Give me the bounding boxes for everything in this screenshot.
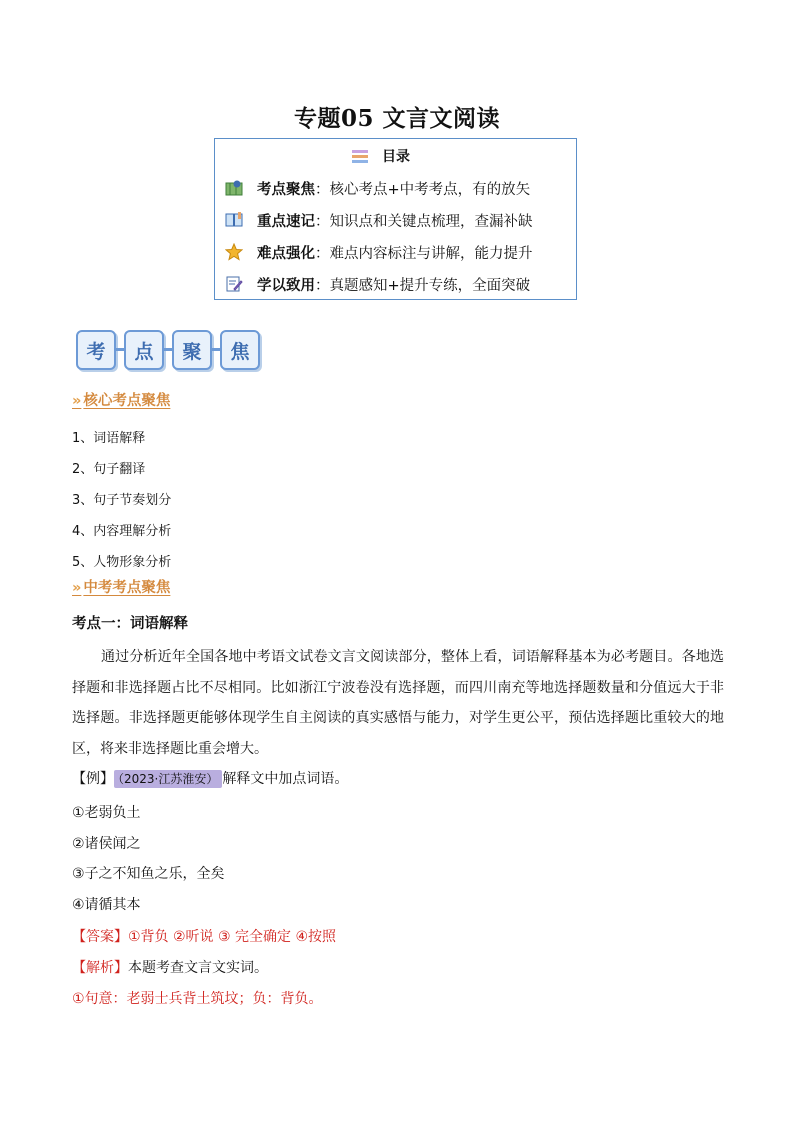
table-of-contents (214, 138, 577, 300)
analysis-line (72, 957, 268, 977)
example-item: ②诸侯闻之 (72, 836, 141, 852)
badge-tile: 聚 (172, 330, 212, 370)
badge-tile: 考 (76, 330, 116, 370)
example-prompt: 解释文中加点词语。 (222, 771, 349, 787)
point-heading: 考点一：词语解释 (72, 616, 188, 632)
toc-heading (352, 145, 410, 167)
answer-text: ①背负 ②听说 ③ 完全确定 ④按照 (128, 929, 337, 945)
badge-connector (212, 348, 220, 351)
badge-connector (116, 348, 124, 351)
toc-heading-text: 目录 (382, 149, 410, 165)
example-open: 【例】 (72, 771, 114, 787)
list-item: 4、内容理解分析 (72, 524, 172, 539)
toc-text: ：难点内容标注与讲解，能力提升 (315, 245, 533, 262)
example-item: ④请循其本 (72, 897, 141, 913)
list-item: 1、词语解释 (72, 431, 146, 446)
list-item: 2、句子翻译 (72, 462, 146, 477)
answer-label: 【答案】 (72, 929, 128, 945)
example-item: ①老弱负土 (72, 805, 141, 821)
toc-row-zhongdian (225, 207, 533, 233)
toc-row-kaodian (225, 175, 530, 201)
toc-row-xueyi (225, 271, 530, 297)
section-core-heading (72, 389, 170, 410)
analysis-text: 本题考查文言文实词。 (128, 960, 268, 976)
badge-connector (164, 348, 172, 351)
toc-key: 学以致用 (257, 277, 315, 294)
section-label: 核心考点聚焦 (83, 393, 171, 409)
map-icon (225, 179, 243, 197)
section-label: 中考考点聚焦 (83, 580, 171, 596)
list-icon (352, 148, 368, 165)
toc-text: ：核心考点+中考考点，有的放矢 (315, 181, 531, 198)
list-item: 5、人物形象分析 (72, 555, 172, 570)
badge-tile: 焦 (220, 330, 260, 370)
badge-tile: 点 (124, 330, 164, 370)
toc-key: 考点聚焦 (257, 181, 315, 198)
toc-key: 难点强化 (257, 245, 315, 262)
double-chevron-icon: » (72, 580, 82, 596)
point-paragraph: 通过分析近年全国各地中考语文试卷文言文阅读部分，整体上看，词语解释基本为必考题目。各地选择题和非选择题占比不尽相同。比如浙江宁波卷没有选择题，而四川南充等地选择题数量和分值远大于非选择题。非选择题更能够体现学生自主阅读的真实感悟与能力，对学生更公平，预估选择题比重较大的地区，将来非选择题比重会增大。 (72, 649, 724, 757)
toc-row-nandian (225, 239, 533, 265)
example-item: ③子之不知鱼之乐，全矣 (72, 866, 225, 882)
answer-line (72, 926, 336, 946)
note-icon (225, 275, 243, 293)
section-exam-heading (72, 576, 170, 597)
toc-key: 重点速记 (257, 213, 315, 230)
list-item: 3、句子节奏划分 (72, 493, 172, 508)
example-source-tag: （2023·江苏淮安） (114, 770, 222, 788)
analysis-note: ①句意：老弱士兵背土筑坟；负：背负。 (72, 991, 323, 1007)
page-title: 专题05 文言文阅读 (293, 105, 500, 132)
analysis-label: 【解析】 (72, 960, 128, 976)
book-icon (225, 211, 243, 229)
double-chevron-icon: » (72, 393, 82, 409)
star-icon (225, 243, 243, 261)
toc-text: ：知识点和关键点梳理，查漏补缺 (315, 213, 533, 230)
example-line (72, 768, 348, 788)
toc-text: ：真题感知+提升专练，全面突破 (315, 277, 531, 294)
